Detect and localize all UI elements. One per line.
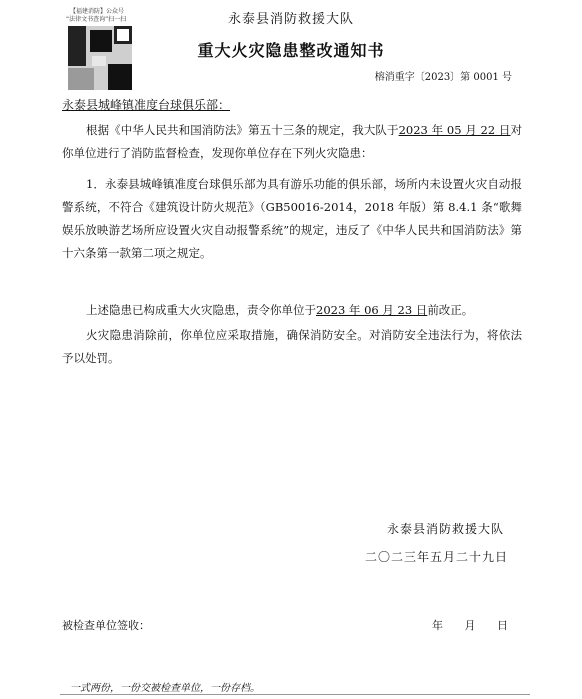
signature-organization: 永泰县消防救援大队 [386,522,504,536]
qr-caption-line2: “法律文书查询”扫一扫 [66,16,127,23]
deadline-prefix: 上述隐患已构成重大火灾隐患，责令你单位于 [86,303,316,317]
addressee: 永泰县城峰镇准度台球俱乐部： [62,98,231,112]
intro-suffix: 对你单位进行了消防监督检查，发现你单位存在下列火灾隐患： [62,123,523,160]
deadline-suffix: 前改正。 [427,303,474,317]
warning-paragraph: 火灾隐患消除前，你单位应采取措施，确保消防安全。对消防安全违法行为，将依法予以处罚。 [62,328,522,365]
document-title: 重大火灾隐患整改通知书 [197,41,385,60]
qr-caption-line1: 【福建消防】公众号 [70,8,125,15]
footer-divider [60,694,530,695]
inspection-date: 2023 年 05 月 22 日 [398,123,511,137]
receipt-date-placeholder: 年 月 日 [432,619,508,632]
issuing-organization: 永泰县消防救援大队 [227,12,354,27]
hazard-item-1: 1．永泰县城峰镇准度台球俱乐部为具有游乐功能的俱乐部，场所内未设置火灾自动报警系统，不符合《建筑设计防火规范》（GB50016-2014，2018 年版）第 8.4.1 条“歌舞娱乐放映游艺场所应设置火灾自动报警系统”的规定，违反了《中华人民共和国消防法》第十六条第一款第二项之规定。 [62,177,522,260]
intro-paragraph [62,119,522,165]
signature-date: 二〇二三年五月二十九日 [364,550,508,564]
deadline-paragraph [62,299,522,322]
copies-footnote: 一式两份，一份交被检查单位，一份存档。 [70,683,260,694]
intro-prefix: 根据《中华人民共和国消防法》第五十三条的规定，我大队于 [86,123,399,137]
receipt-label: 被检查单位签收： [62,619,150,632]
deadline-date: 2023 年 06 月 23 日 [316,303,428,317]
document-number: 榕消重字〔2023〕第 0001 号 [374,72,512,83]
